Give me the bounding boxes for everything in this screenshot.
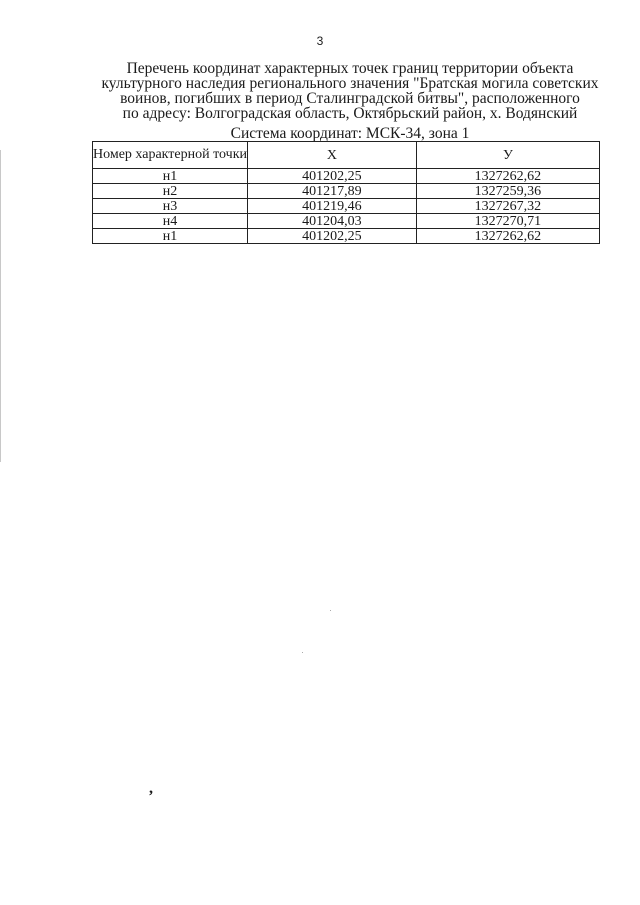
scan-edge-line [0, 150, 1, 462]
cell-y: 1327259,36 [416, 184, 599, 199]
stray-mark: , [149, 780, 153, 797]
table-row [93, 214, 600, 229]
table-header-row [93, 142, 600, 169]
cell-x: 401202,25 [248, 169, 417, 184]
title-line: по адресу: Волгоградская область, Октябрьский район, х. Водянский [122, 105, 578, 122]
scan-speck [330, 610, 331, 611]
page-number: 3 [316, 34, 324, 48]
cell-y: 1327267,32 [416, 199, 599, 214]
cell-y: 1327270,71 [416, 214, 599, 229]
header-point-number: Номер характерной точки [93, 142, 248, 169]
title-line: Перечень координат характерных точек границ территории объекта [126, 60, 574, 77]
title-line: культурного наследия регионального значения "Братская могила советских [101, 75, 599, 92]
coordinate-system-label: Система координат: МСК-34, зона 1 [230, 125, 470, 142]
scan-speck [302, 652, 303, 653]
table-row [93, 184, 600, 199]
cell-y: 1327262,62 [416, 169, 599, 184]
cell-point: н2 [93, 184, 248, 199]
cell-x: 401219,46 [248, 199, 417, 214]
cell-y: 1327262,62 [416, 229, 599, 244]
cell-x: 401204,03 [248, 214, 417, 229]
document-title [90, 61, 610, 121]
cell-point: н1 [93, 169, 248, 184]
coordinates-table [92, 141, 600, 244]
cell-x: 401217,89 [248, 184, 417, 199]
table-row [93, 199, 600, 214]
header-y: У [416, 142, 599, 169]
header-x: X [248, 142, 417, 169]
table-row [93, 169, 600, 184]
cell-point: н1 [93, 229, 248, 244]
cell-point: н3 [93, 199, 248, 214]
table-row [93, 229, 600, 244]
cell-point: н4 [93, 214, 248, 229]
title-line: воинов, погибших в период Сталинградской битвы", расположенного [120, 90, 580, 107]
cell-x: 401202,25 [248, 229, 417, 244]
